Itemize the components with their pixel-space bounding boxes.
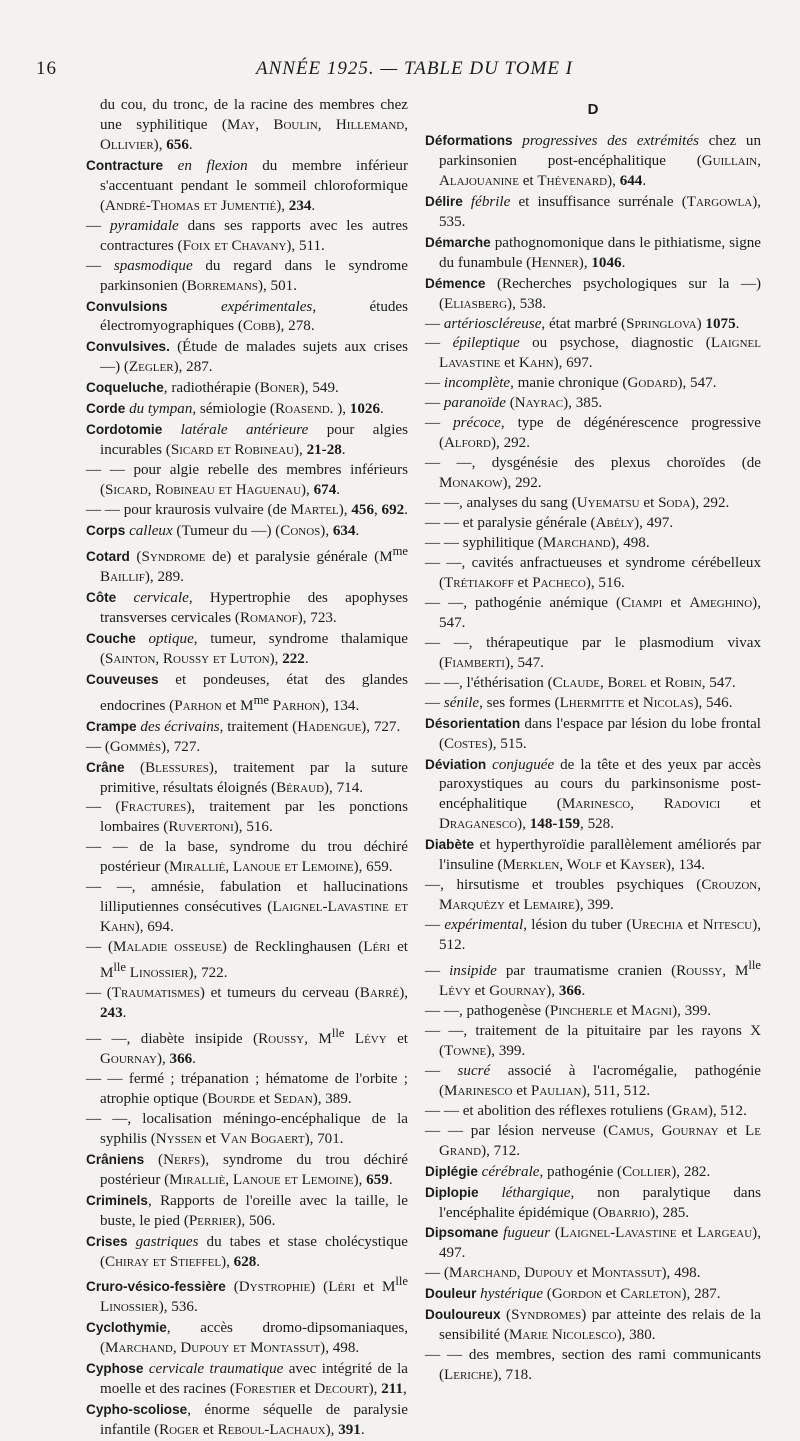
index-entry: — —, dysgénésie des plexus choroïdes (de Monakow), 292.	[425, 455, 761, 492]
index-entry: Douleur hystérique (Gordon et Carleton), 287.	[425, 1286, 721, 1303]
index-entry: — — pour algie rebelle des membres inférieurs (Sicard, Robineau et Haguenau), 674.	[86, 462, 408, 499]
index-entry: Coqueluche, radiothérapie (Boner), 549.	[86, 380, 339, 397]
index-entry: — pyramidale dans ses rapports avec les autres contractures (Foix et Chavany), 511.	[86, 217, 408, 254]
index-entry: — —, diabète insipide (Roussy, $M^{lle}$ Lévy et Gournay), 366.	[86, 1025, 408, 1067]
index-entry: — — et abolition des réflexes rotuliens (Gram), 512.	[425, 1102, 747, 1119]
index-entry: — —, amnésie, fabulation et hallucinations lilliputiennes consécutives (Laignel-Lavastine et Kahn), 694.	[86, 879, 408, 936]
index-entry: Diplopie léthargique, non paralytique dans l'encéphalite épidémique (Obarrio), 285.	[425, 1184, 761, 1221]
index-entry: Crâne (Blessures), traitement par la suture primitive, résultats éloignés (Béraud), 714.	[86, 759, 408, 796]
index-entry: — (Fractures), traitement par les ponctions lombaires (Ruvertoni), 516.	[86, 799, 408, 836]
index-entry: Crampe des écrivains, traitement (Hadengue), 727.	[86, 718, 401, 735]
index-entry: Convulsives. (Étude de malades sujets aux crises —) (Zegler), 287.	[86, 339, 408, 376]
index-entry: Dipsomane fugueur (Laignel-Lavastine et Largeau), 497.	[425, 1225, 761, 1262]
index-entry: — —, pathogénie anémique (Ciampi et Ameghino), 547.	[425, 594, 761, 631]
index-entry: Déviation conjuguée de la tête et des yeux par accès paroxystiques au cours du parkinsonisme post-encéphalitique (Marinesco, Radovici et Draganesco), 148-159, 528.	[425, 756, 762, 833]
index-entry: — paranoïde (Nayrac), 385.	[425, 395, 603, 412]
index-entry: Cyclothymie, accès dromo-dipsomaniaques, (Marchand, Dupouy et Montassut), 498.	[86, 1320, 408, 1357]
index-entry: — insipide par traumatisme cranien (Roussy, $M^{lle}$ Lévy et Gournay), 366.	[425, 958, 761, 1000]
index-entry: Corde du tympan, sémiologie (Roasend. ), 1026.	[86, 401, 384, 418]
index-entry: Démence (Recherches psychologiques sur la —) (Eliasberg), 538.	[425, 275, 761, 312]
index-entry: — (Marchand, Dupouy et Montassut), 498.	[425, 1265, 701, 1282]
index-entry: — —, cavités anfractueuses et syndrome cérébelleux (Trétiakoff et Pacheco), 516.	[425, 554, 761, 591]
index-entry: — expérimental, lésion du tuber (Urechia et Nitescu), 512.	[425, 917, 761, 954]
index-entry: Délire fébrile et insuffisance surrénale (Targowla), 535.	[425, 193, 761, 230]
index-entry: Désorientation dans l'espace par lésion du lobe frontal (Costes), 515.	[425, 715, 761, 752]
index-entry: — — de la base, syndrome du trou déchiré postérieur (Miralliè, Lanoue et Lemoine), 659.	[86, 839, 408, 876]
index-entry: Crâniens (Nerfs), syndrome du trou déchiré postérieur (Miralliè, Lanoue et Lemoine), 659.	[86, 1151, 408, 1188]
index-entry: Cypho-scoliose, énorme séquelle de paralysie infantile (Roger et Reboul-Lachaux), 391.	[86, 1402, 408, 1439]
index-entry: Douloureux (Syndromes) par atteinte des relais de la sensibilité (Marie Nicolesco), 380.	[425, 1307, 761, 1344]
index-entry: Démarche pathognomonique dans le pithiatisme, signe du funambule (Henner), 1046.	[425, 234, 761, 271]
index-entry: — — pour kraurosis vulvaire (de Martel), 456, 692.	[86, 502, 408, 519]
index-entry: Côte cervicale, Hypertrophie des apophyses transverses cervicales (Romanof), 723.	[86, 589, 408, 626]
index-entry: — —, l'éthérisation (Claude, Borel et Robin, 547.	[425, 674, 736, 691]
index-entry: — (Maladie osseuse) de Recklinghausen (Léri et $M^{lle}$ Linossier), 722.	[86, 939, 408, 982]
index-entry: Crises gastriques du tabes et stase cholécystique (Chiray et Stieffel), 628.	[86, 1233, 408, 1270]
index-entry: — —, analyses du sang (Uyematsu et Soda), 292.	[425, 495, 730, 512]
index-entry: — —, localisation méningo-encéphalique de la syphilis (Nyssen et Van Bogaert), 701.	[86, 1110, 408, 1147]
index-entry: — (Gommès), 727.	[86, 738, 201, 755]
index-entry: — sucré associé à l'acromégalie, pathogénie (Marinesco et Paulian), 511, 512.	[425, 1062, 761, 1099]
index-entry: — —, traitement de la pituitaire par les rayons X (Towne), 399.	[425, 1022, 761, 1059]
index-entry: du cou, du tronc, de la racine des membres chez une syphilitique (May, Boulin, Hillemand, Ollivier), 656.	[100, 97, 408, 153]
index-entry: — artérioscléreuse, état marbré (Springlova) 1075.	[425, 315, 740, 332]
index-entry: Cruro-vésico-fessière (Dystrophie) (Léri et $M^{lle}$ Linossier), 536.	[86, 1274, 408, 1316]
index-entry: Cordotomie latérale antérieure pour algies incurables (Sicard et Robineau), 21-28.	[86, 422, 408, 459]
index-entry: — précoce, type de dégénérescence progressive (Alford), 292.	[425, 415, 761, 452]
index-entry: Contracture en flexion du membre inférieur s'accentuant pendant le sommeil chloroformique (André-Thomas et Jumentié), 234.	[86, 157, 409, 214]
right-column-entries	[425, 131, 761, 1386]
index-entry: — — par lésion nerveuse (Camus, Gournay et Le Grand), 712.	[425, 1122, 761, 1159]
section-letter: D	[587, 101, 599, 118]
index-entry: — — syphilitique (Marchand), 498.	[425, 535, 650, 552]
index-entry: Couche optique, tumeur, syndrome thalamique (Sainton, Roussy et Luton), 222.	[86, 630, 408, 667]
index-entry: — (Traumatismes) et tumeurs du cerveau (Barré), 243.	[86, 985, 408, 1022]
page-number: 16	[36, 58, 57, 79]
index-entry: Couveuses et pondeuses, état des glandes endocrines (Parhon et $M^{me}$ Parhon), 134.	[86, 671, 408, 714]
index-entry: — épileptique ou psychose, diagnostic (Laignel Lavastine et Kahn), 697.	[425, 335, 761, 372]
index-entry: Diplégie cérébrale, pathogénie (Collier), 282.	[425, 1163, 711, 1180]
index-entry: Déformations progressives des extrémités chez un parkinsonien post-encéphalitique (Guillain, Alajouanine et Thévenard), 644.	[425, 132, 762, 189]
index-entry: Corps calleux (Tumeur du —) (Conos), 634.	[86, 523, 360, 540]
index-entry: Convulsions expérimentales, études électromyographiques (Cobb), 278.	[86, 298, 408, 335]
index-entry: —, hirsutisme et troubles psychiques (Crouzon, Marquézy et Lemaire), 399.	[425, 877, 761, 914]
index-entry: Criminels, Rapports de l'oreille avec la taille, le buste, le pied (Perrier), 506.	[86, 1192, 408, 1229]
index-entry: — —, pathogenèse (Pincherle et Magni), 399.	[425, 1002, 712, 1019]
index-entry: — — des membres, section des rami communicants (Leriche), 718.	[425, 1347, 761, 1384]
index-entry: — — et paralysie générale (Abély), 497.	[425, 515, 674, 532]
running-title: ANNÉE 1925. — TABLE DU TOME I	[256, 58, 573, 79]
index-entry: Cyphose cervicale traumatique avec intégrité de la moelle et des racines (Forestier et Decourt), 211,	[86, 1361, 408, 1398]
index-entry: — sénile, ses formes (Lhermitte et Nicolas), 546.	[425, 694, 733, 711]
index-entry: — —, thérapeutique par le plasmodium vivax (Fiamberti), 547.	[425, 634, 761, 671]
index-entry: — — fermé ; trépanation ; hématome de l'orbite ; atrophie optique (Bourde et Sedan), 389.	[86, 1070, 408, 1107]
index-entry: Cotard (Syndrome de) et paralysie générale ($M^{me}$ Baillif), 289.	[86, 543, 408, 585]
page-header	[36, 58, 760, 88]
left-column	[86, 96, 408, 1441]
index-entry: — incomplète, manie chronique (Godard), 547.	[425, 375, 717, 392]
index-entry: — spasmodique du regard dans le syndrome parkinsonien (Borremans), 501.	[86, 257, 409, 294]
index-entry: Diabète et hyperthyroïdie parallèlement améliorés par l'insuline (Merklen, Wolf et Kayser), 134.	[425, 837, 761, 874]
right-column	[425, 96, 761, 1386]
